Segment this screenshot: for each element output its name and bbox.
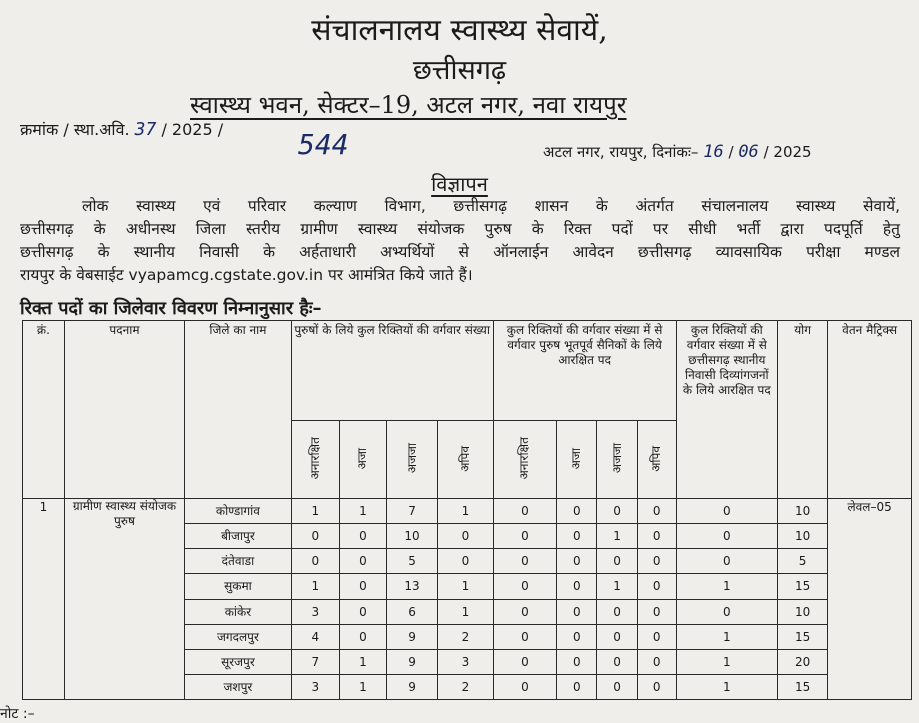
cell-value: 0 (597, 649, 638, 674)
cell-value: 10 (386, 524, 437, 549)
header-ex-servicemen: कुल रिक्तियों की वर्गवार संख्या में से वर्गवार पुरुष भूतपूर्व सैनिकों के लिये आरक्षित पद (493, 321, 676, 421)
cell-sno: 1 (23, 499, 65, 700)
date-year: / 2025 (763, 143, 812, 161)
cell-district: दंतेवाडा (185, 549, 292, 574)
header-disabled-reserved: कुल रिक्तियों की वर्गवार संख्या में से छत्तीसगढ़ स्थानीय निवासी दिव्यांगजनों के लिये आरक्षित पद (676, 321, 777, 499)
header-sno: क्रं. (23, 321, 65, 499)
cell-value: 9 (386, 624, 437, 649)
place-date-label: अटल नगर, रायपुर, दिनांकः– (543, 143, 699, 161)
cell-total: 10 (778, 499, 828, 524)
cell-value: 0 (339, 549, 386, 574)
cell-value: 1 (339, 499, 386, 524)
cell-value: 0 (493, 499, 557, 524)
cell-district: जशपुर (185, 674, 292, 699)
reference-year: / 2025 / (161, 120, 224, 139)
cell-value: 0 (637, 549, 676, 574)
table-row (23, 499, 912, 524)
cell-total: 15 (778, 624, 828, 649)
cell-value: 1 (438, 574, 493, 599)
cat-obc: अपिव (649, 445, 664, 472)
cell-value: 0 (676, 599, 777, 624)
cell-value: 0 (597, 674, 638, 699)
cell-value: 2 (438, 674, 493, 699)
cell-value: 1 (676, 674, 777, 699)
cell-value: 1 (438, 499, 493, 524)
cell-value: 0 (557, 674, 597, 699)
cat-st: अजजा (609, 443, 624, 474)
cell-total: 5 (778, 549, 828, 574)
cell-total: 10 (778, 524, 828, 549)
cell-pay: लेवल–05 (828, 499, 912, 700)
cell-value: 0 (637, 524, 676, 549)
cell-value: 0 (557, 524, 597, 549)
cell-district: कोण्डागांव (185, 499, 292, 524)
cell-value: 0 (597, 599, 638, 624)
header-post: पदनाम (64, 321, 184, 499)
cell-district: सूरजपुर (185, 649, 292, 674)
cell-district: सुकमा (185, 574, 292, 599)
cell-value: 7 (291, 649, 339, 674)
reference-number (20, 118, 223, 140)
cell-value: 0 (557, 549, 597, 574)
office-address: स्वास्थ्य भवन, सेक्टर–19, अटल नगर, नवा रायपुर (190, 91, 627, 119)
reference-prefix: क्रमांक / स्था.अवि. (20, 120, 130, 139)
header-district: जिले का नाम (185, 321, 292, 499)
cell-value: 0 (676, 524, 777, 549)
cell-value: 9 (386, 674, 437, 699)
cell-value: 0 (557, 499, 597, 524)
cell-value: 1 (676, 624, 777, 649)
cell-total: 10 (778, 599, 828, 624)
cell-value: 0 (637, 574, 676, 599)
cell-total: 15 (778, 574, 828, 599)
body-line: छत्तीसगढ़ के अधीनस्थ जिला स्तरीय ग्रामीण स्वास्थ्य संयोजक पुरुष के रिक्त पदों पर सीधी भर्ती द्वारा पदपूर्ति हेतु (20, 220, 900, 238)
cell-district: बीजापुर (185, 524, 292, 549)
date-day: 16 (703, 142, 724, 162)
cat-st: अजजा (404, 443, 419, 474)
cell-value: 0 (637, 649, 676, 674)
body-line: छत्तीसगढ़ के स्थानीय निवासी के अर्हताधारी अभ्यर्थियों से ऑनलाईन आवेदन छत्तीसगढ़ व्यावसायिक परीक्षा मण्डल (20, 243, 900, 261)
cell-value: 1 (597, 574, 638, 599)
header-pay-matrix: वेतन मैट्रिक्स (828, 321, 912, 499)
cell-total: 15 (778, 674, 828, 699)
cell-value: 0 (676, 499, 777, 524)
cat-ur: अनारक्षित (517, 437, 532, 480)
handwritten-number: 544 (298, 128, 349, 161)
date-month: 06 (738, 142, 759, 162)
cell-total: 20 (778, 649, 828, 674)
cell-value: 0 (339, 624, 386, 649)
cell-value: 3 (438, 649, 493, 674)
cell-value: 0 (291, 524, 339, 549)
office-title: संचालनालय स्वास्थ्य सेवायें, (311, 13, 608, 48)
cell-value: 0 (637, 599, 676, 624)
cell-value: 5 (386, 549, 437, 574)
cell-value: 0 (493, 649, 557, 674)
cell-value: 7 (386, 499, 437, 524)
cat-obc: अपिव (457, 445, 472, 472)
cell-value: 0 (438, 524, 493, 549)
cell-post: ग्रामीण स्वास्थ्य संयोजक पुरुष (64, 499, 184, 700)
cell-value: 0 (493, 549, 557, 574)
cell-value: 1 (438, 599, 493, 624)
cell-value: 6 (386, 599, 437, 624)
cell-value: 1 (676, 649, 777, 674)
state-title: छत्तीसगढ़ (412, 55, 507, 86)
cell-value: 9 (386, 649, 437, 674)
cat-sc: अजा (569, 447, 584, 470)
cell-value: 0 (493, 599, 557, 624)
cat-ur: अनारक्षित (307, 437, 322, 480)
cell-district: जगदलपुर (185, 624, 292, 649)
cell-value: 0 (493, 674, 557, 699)
cell-value: 0 (637, 674, 676, 699)
reference-serial: 37 (134, 119, 157, 140)
cell-value: 1 (676, 574, 777, 599)
body-line: लोक स्वास्थ्य एवं परिवार कल्याण विभाग, छत्तीसगढ़ शासन के अंतर्गत संचालनालय स्वास्थ्य सेवायें, (82, 197, 900, 215)
cell-value: 1 (291, 499, 339, 524)
cat-sc: अजा (355, 447, 370, 470)
header-male-vacancies: पुरुषों के लिये कुल रिक्तियों की वर्गवार संख्या (291, 321, 493, 421)
cell-value: 0 (557, 649, 597, 674)
cell-value: 0 (493, 524, 557, 549)
cell-value: 4 (291, 624, 339, 649)
advertisement-heading: विज्ञापन (431, 172, 488, 196)
vacancy-table (22, 320, 912, 700)
cell-value: 1 (339, 674, 386, 699)
cell-value: 2 (438, 624, 493, 649)
table-subheading: रिक्त पदों का जिलेवार विवरण निम्नानुसार हैः– (20, 298, 322, 319)
cell-value: 0 (597, 549, 638, 574)
cell-value: 3 (291, 599, 339, 624)
cell-value: 0 (676, 549, 777, 574)
cell-value: 13 (386, 574, 437, 599)
cell-value: 0 (637, 499, 676, 524)
cell-value: 0 (557, 599, 597, 624)
cell-value: 0 (597, 624, 638, 649)
cell-value: 0 (557, 574, 597, 599)
cell-value: 3 (291, 674, 339, 699)
cell-value: 0 (493, 624, 557, 649)
cell-value: 0 (637, 624, 676, 649)
cell-value: 0 (493, 574, 557, 599)
cell-value: 0 (339, 524, 386, 549)
cell-value: 0 (597, 499, 638, 524)
header-total: योग (778, 321, 828, 499)
cell-value: 0 (339, 574, 386, 599)
cell-value: 0 (438, 549, 493, 574)
cell-value: 1 (597, 524, 638, 549)
cell-district: कांकेर (185, 599, 292, 624)
cell-value: 0 (557, 624, 597, 649)
cell-value: 0 (339, 599, 386, 624)
cell-value: 1 (339, 649, 386, 674)
cell-value: 0 (291, 549, 339, 574)
note-label: नोट :– (0, 706, 35, 722)
body-line: रायपुर के वेबसाईट vyapamcg.cgstate.gov.in पर आमंत्रित किये जाते हैं। (20, 266, 473, 284)
cell-value: 1 (291, 574, 339, 599)
place-date: अटल नगर, रायपुर, दिनांकः– 16 / 06 / 2025 (543, 142, 812, 162)
advertisement-body (20, 195, 900, 287)
